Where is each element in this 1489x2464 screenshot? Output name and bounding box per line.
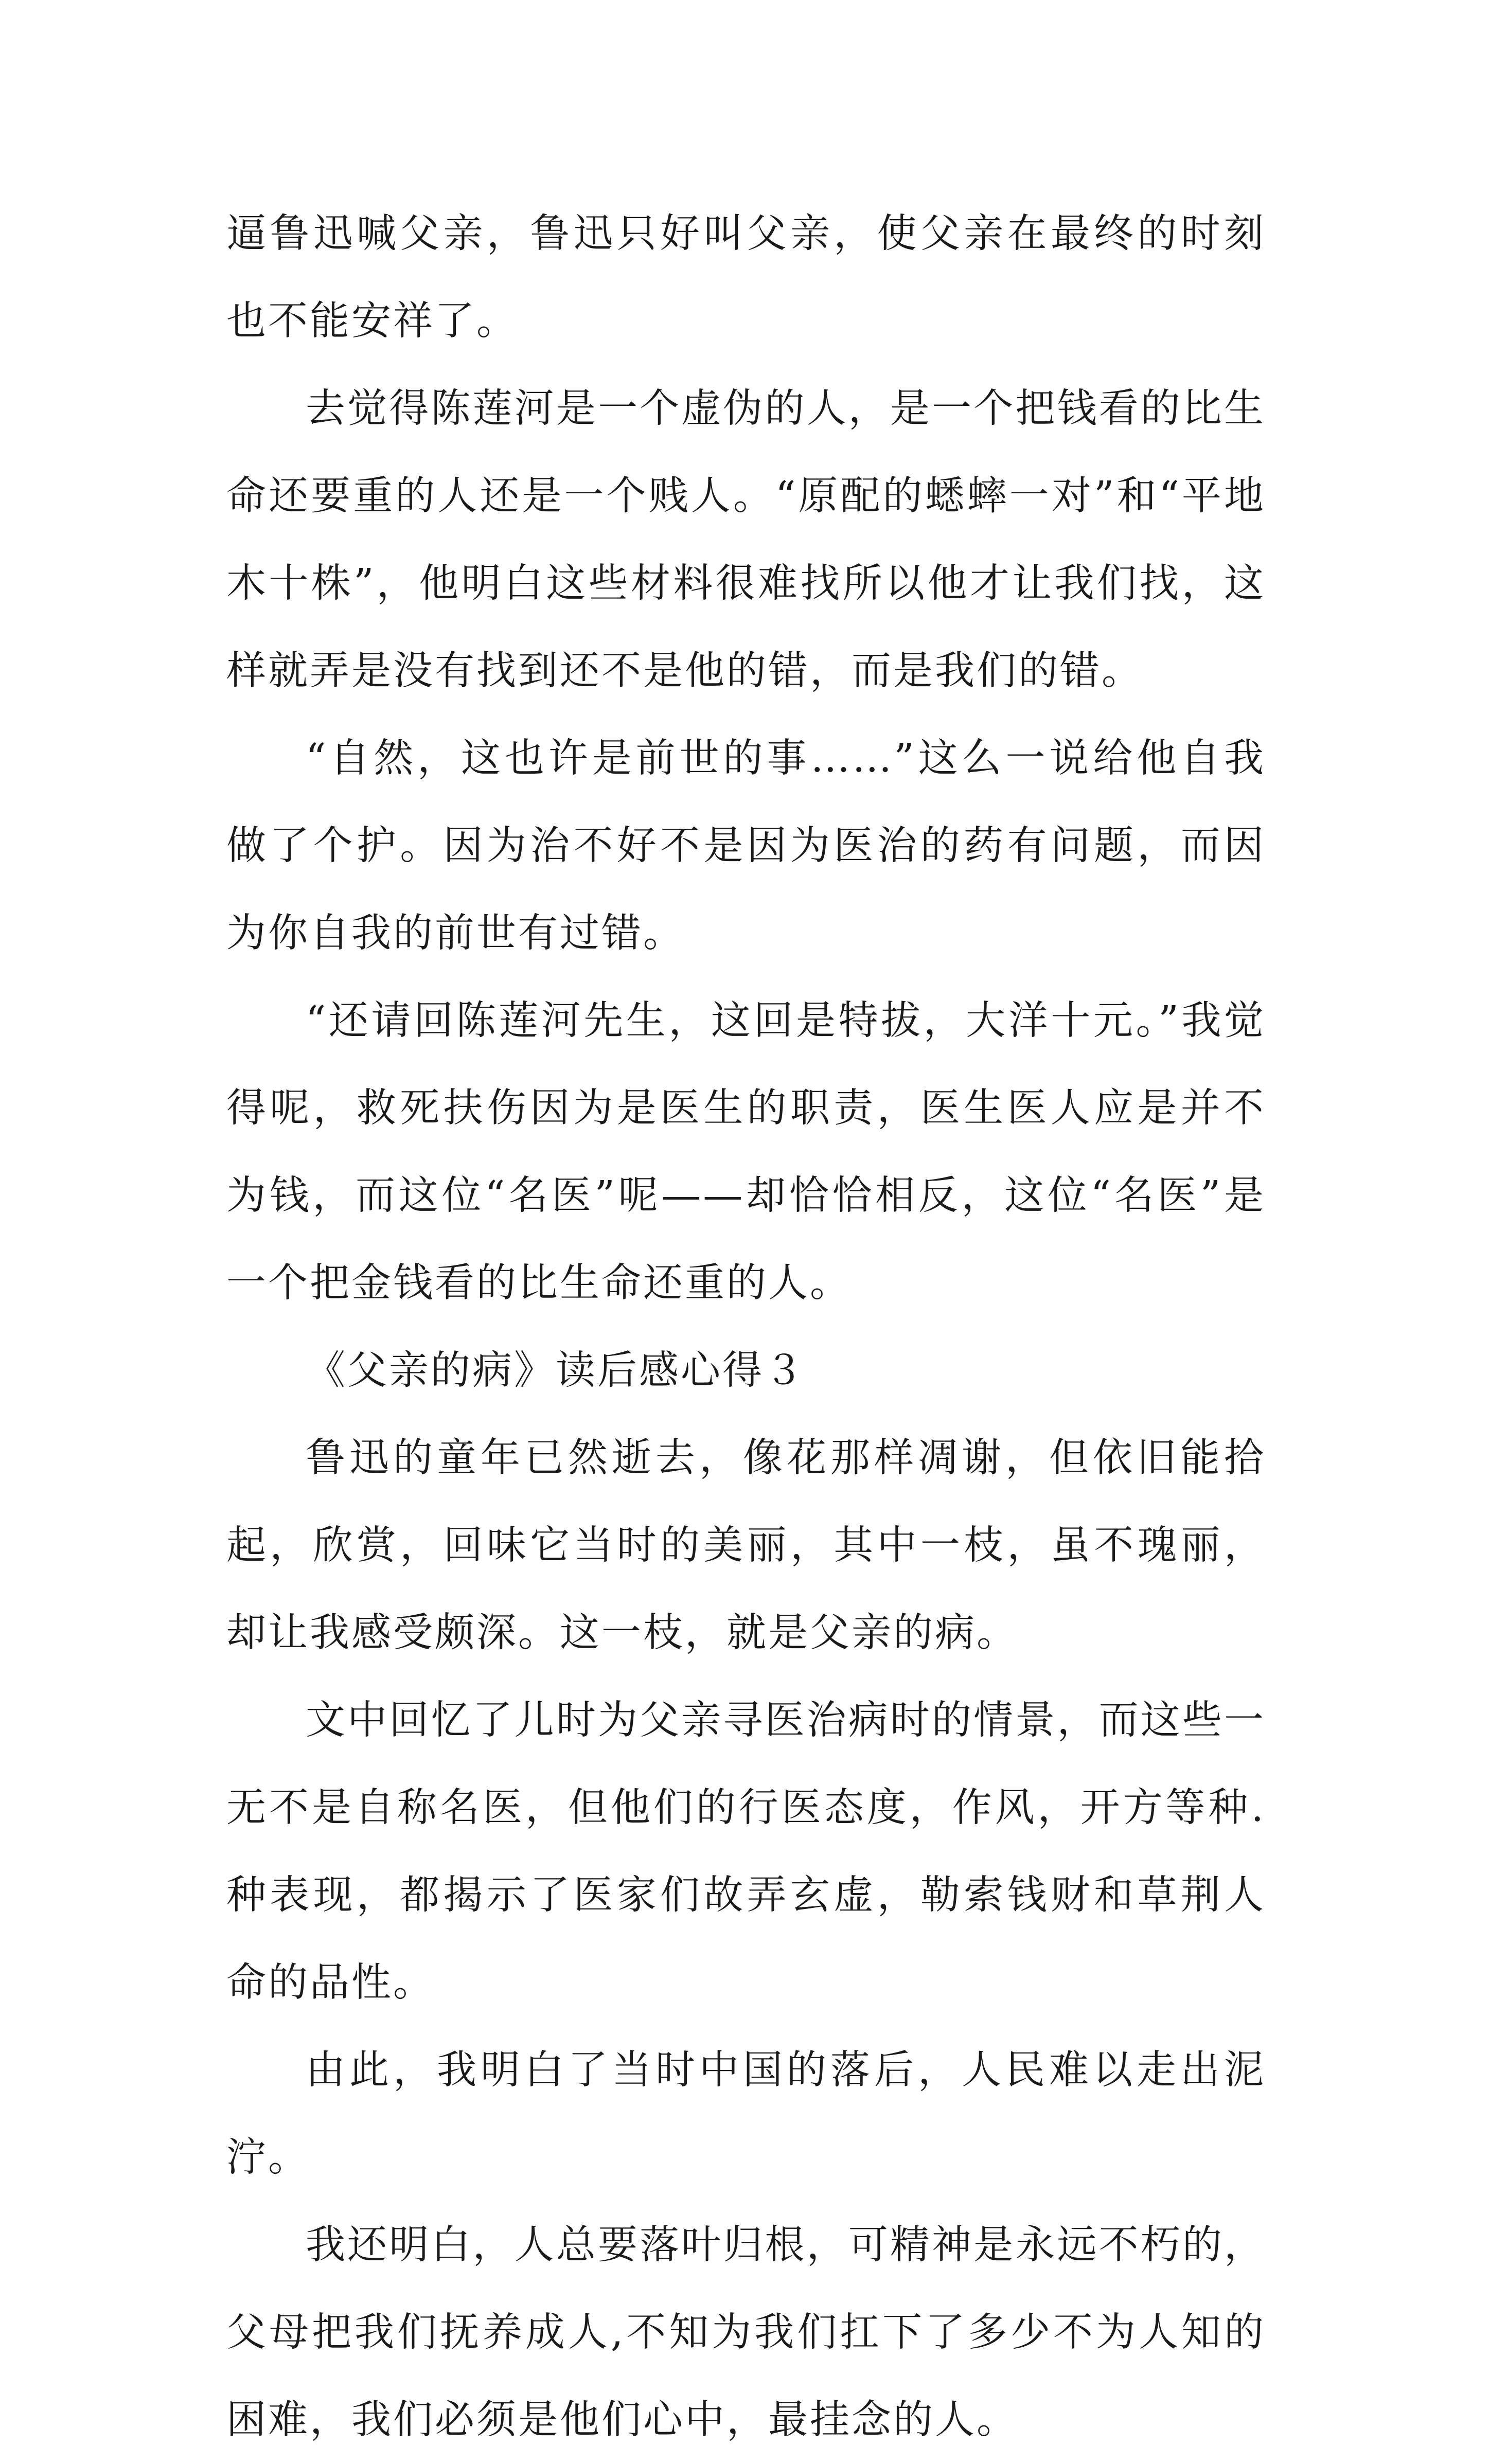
section-heading: 《父亲的病》读后感心得３ <box>306 1348 806 1394</box>
paragraph: 去觉得陈莲河是一个虚伪的人，是一个把钱看的比生命还要重的人还是一个贱人。“原配的蟋蟀一对”和“平地木十株”，他明白这些材料很难找所以他才让我们找，这样就弄是没有找到还不是他的错，而是我们的错。 <box>226 386 1266 694</box>
paragraph: 文中回忆了儿时为父亲寻医治病时的情景，而这些一无不是自称名医，但他们的行医态度，作风，开方等种.种表现，都揭示了医家们故弄玄虚，勒索钱财和草荆人命的品性。 <box>226 1698 1266 2006</box>
paragraph: 由此，我明白了当时中国的落后，人民难以走出泥泞。 <box>226 2047 1266 2181</box>
paragraph: 鲁迅的童年已然逝去，像花那样凋谢，但依旧能拾起，欣赏，回味它当时的美丽，其中一枝，虽不瑰丽，却让我感受颇深。这一枝，就是父亲的病。 <box>226 1435 1266 1656</box>
paragraph: 我还明白，人总要落叶归根，可精神是永远不朽的，父母把我们抚养成人,不知为我们扛下了多少不为人知的困难，我们必须是他们心中，最挂念的人。 <box>226 2222 1266 2443</box>
paragraph-continued: 逼鲁迅喊父亲，鲁迅只好叫父亲，使父亲在最终的时刻也不能安祥了。 <box>226 211 1266 344</box>
paragraph: “还请回陈莲河先生，这回是特拔，大洋十元。”我觉得呢，救死扶伤因为是医生的职责，医生医人应是并不为钱，而这位“名医”呢——却恰恰相反，这位“名医”是一个把金钱看的比生命还重的人。 <box>226 998 1266 1306</box>
paragraph: “自然，这也许是前世的事……”这么一说给他自我做了个护。因为治不好不是因为医治的药有问题，而因为你自我的前世有过错。 <box>226 736 1266 956</box>
document-body <box>226 190 1266 2464</box>
